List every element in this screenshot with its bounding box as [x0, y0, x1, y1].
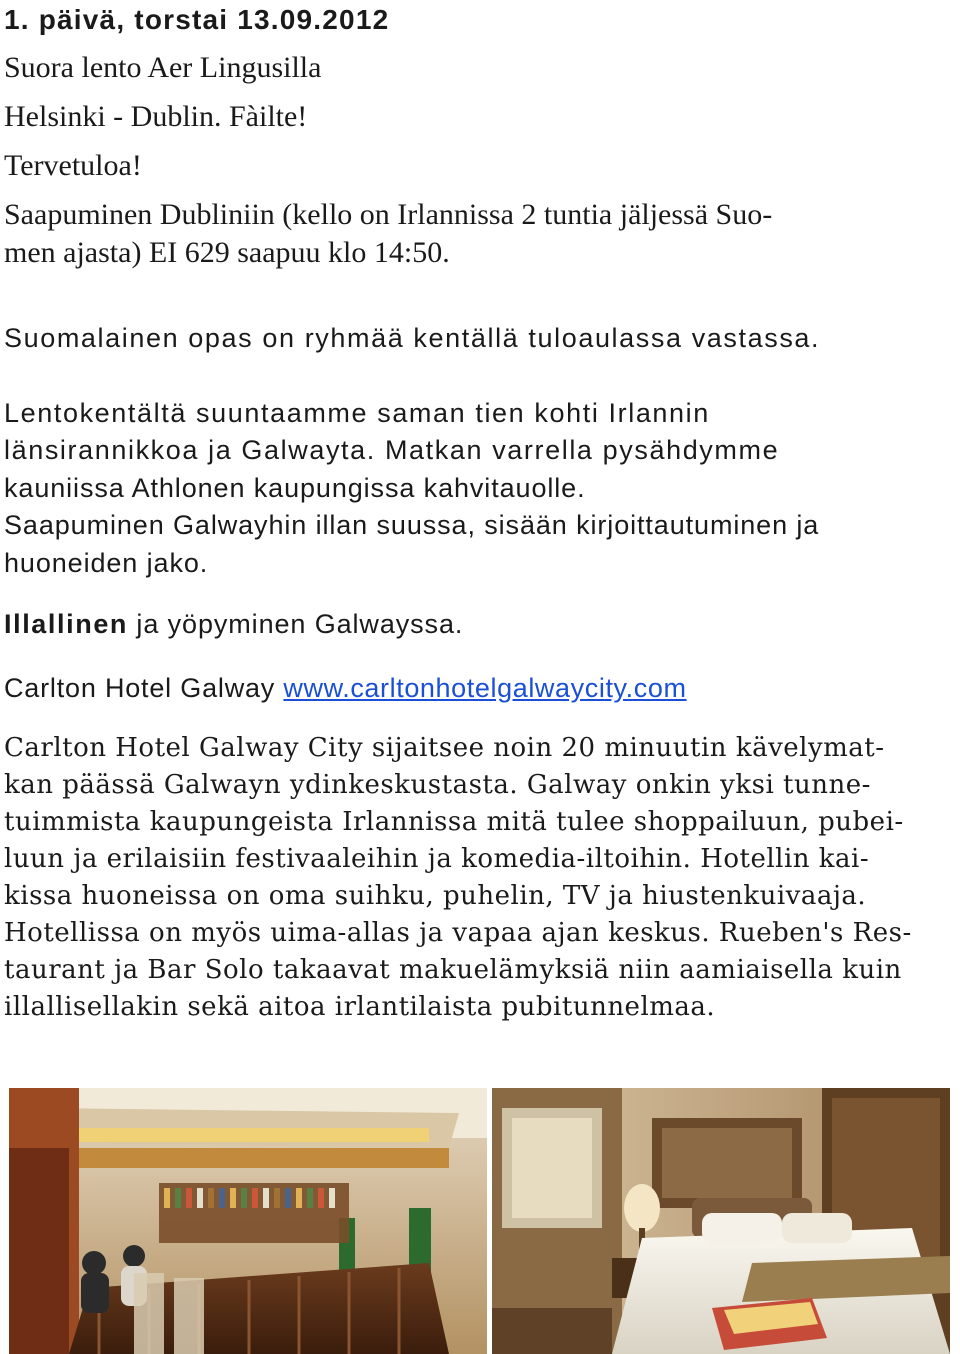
- intro-line: Saapuminen Dubliniin (kello on Irlannissa 2 tuntia jäljessä Suo-: [4, 198, 773, 231]
- room-photo: [492, 1088, 950, 1354]
- description-line: tuimmista kaupungeista Irlannissa mitä tulee shoppailuun, pubei-: [4, 807, 904, 837]
- travel-line: kauniissa Athlonen kaupungissa kahvitauolle.: [4, 473, 586, 503]
- intro-line: Tervetuloa!: [4, 149, 142, 182]
- hotel-name: Carlton Hotel Galway: [4, 673, 284, 703]
- travel-line: Lentokentältä suuntaamme saman tien kohti Irlannin: [4, 398, 710, 428]
- day-heading: 1. päivä, torstai 13.09.2012: [4, 4, 390, 35]
- travel-line: länsirannikkoa ja Galwayta. Matkan varrella pysähdymme: [4, 435, 780, 465]
- description-line: kissa huoneissa on oma suihku, puhelin, TV ja hiustenkuivaaja.: [4, 881, 867, 911]
- dinner-bold: Illallinen: [4, 609, 129, 639]
- description-line: illallisellakin sekä aitoa irlantilaista pubitunnelmaa.: [4, 992, 716, 1022]
- bar-photo: [9, 1088, 487, 1354]
- description-line: Carlton Hotel Galway City sijaitsee noin 20 minuutin kävelymat-: [4, 733, 885, 763]
- hotel-website-link[interactable]: www.carltonhotelgalwaycity.com: [283, 673, 687, 703]
- intro-line: Suora lento Aer Lingusilla: [4, 51, 322, 84]
- description-line: kan päässä Galwayn ydinkeskustasta. Galway onkin yksi tunne-: [4, 770, 871, 800]
- description-line: taurant ja Bar Solo takaavat makuelämyksiä niin aamiaisella kuin: [4, 955, 902, 985]
- intro-line: men ajasta) EI 629 saapuu klo 14:50.: [4, 236, 450, 269]
- hotel-photos: [9, 1088, 950, 1354]
- dinner-rest: ja yöpyminen Galwayssa.: [128, 609, 464, 639]
- intro-line: Helsinki - Dublin. Fàilte!: [4, 100, 308, 133]
- travel-line: huoneiden jako.: [4, 548, 209, 578]
- hotel-line: [4, 670, 687, 707]
- description-line: luun ja erilaisiin festivaaleihin ja komedia-iltoihin. Hotellin kai-: [4, 844, 870, 874]
- travel-line: Saapuminen Galwayhin illan suussa, sisään kirjoittautuminen ja: [4, 510, 820, 540]
- guide-text: Suomalainen opas on ryhmää kentällä tuloaulassa vastassa.: [4, 323, 821, 353]
- dinner-line: [4, 606, 463, 643]
- description-line: Hotellissa on myös uima-allas ja vapaa ajan keskus. Rueben's Res-: [4, 918, 912, 948]
